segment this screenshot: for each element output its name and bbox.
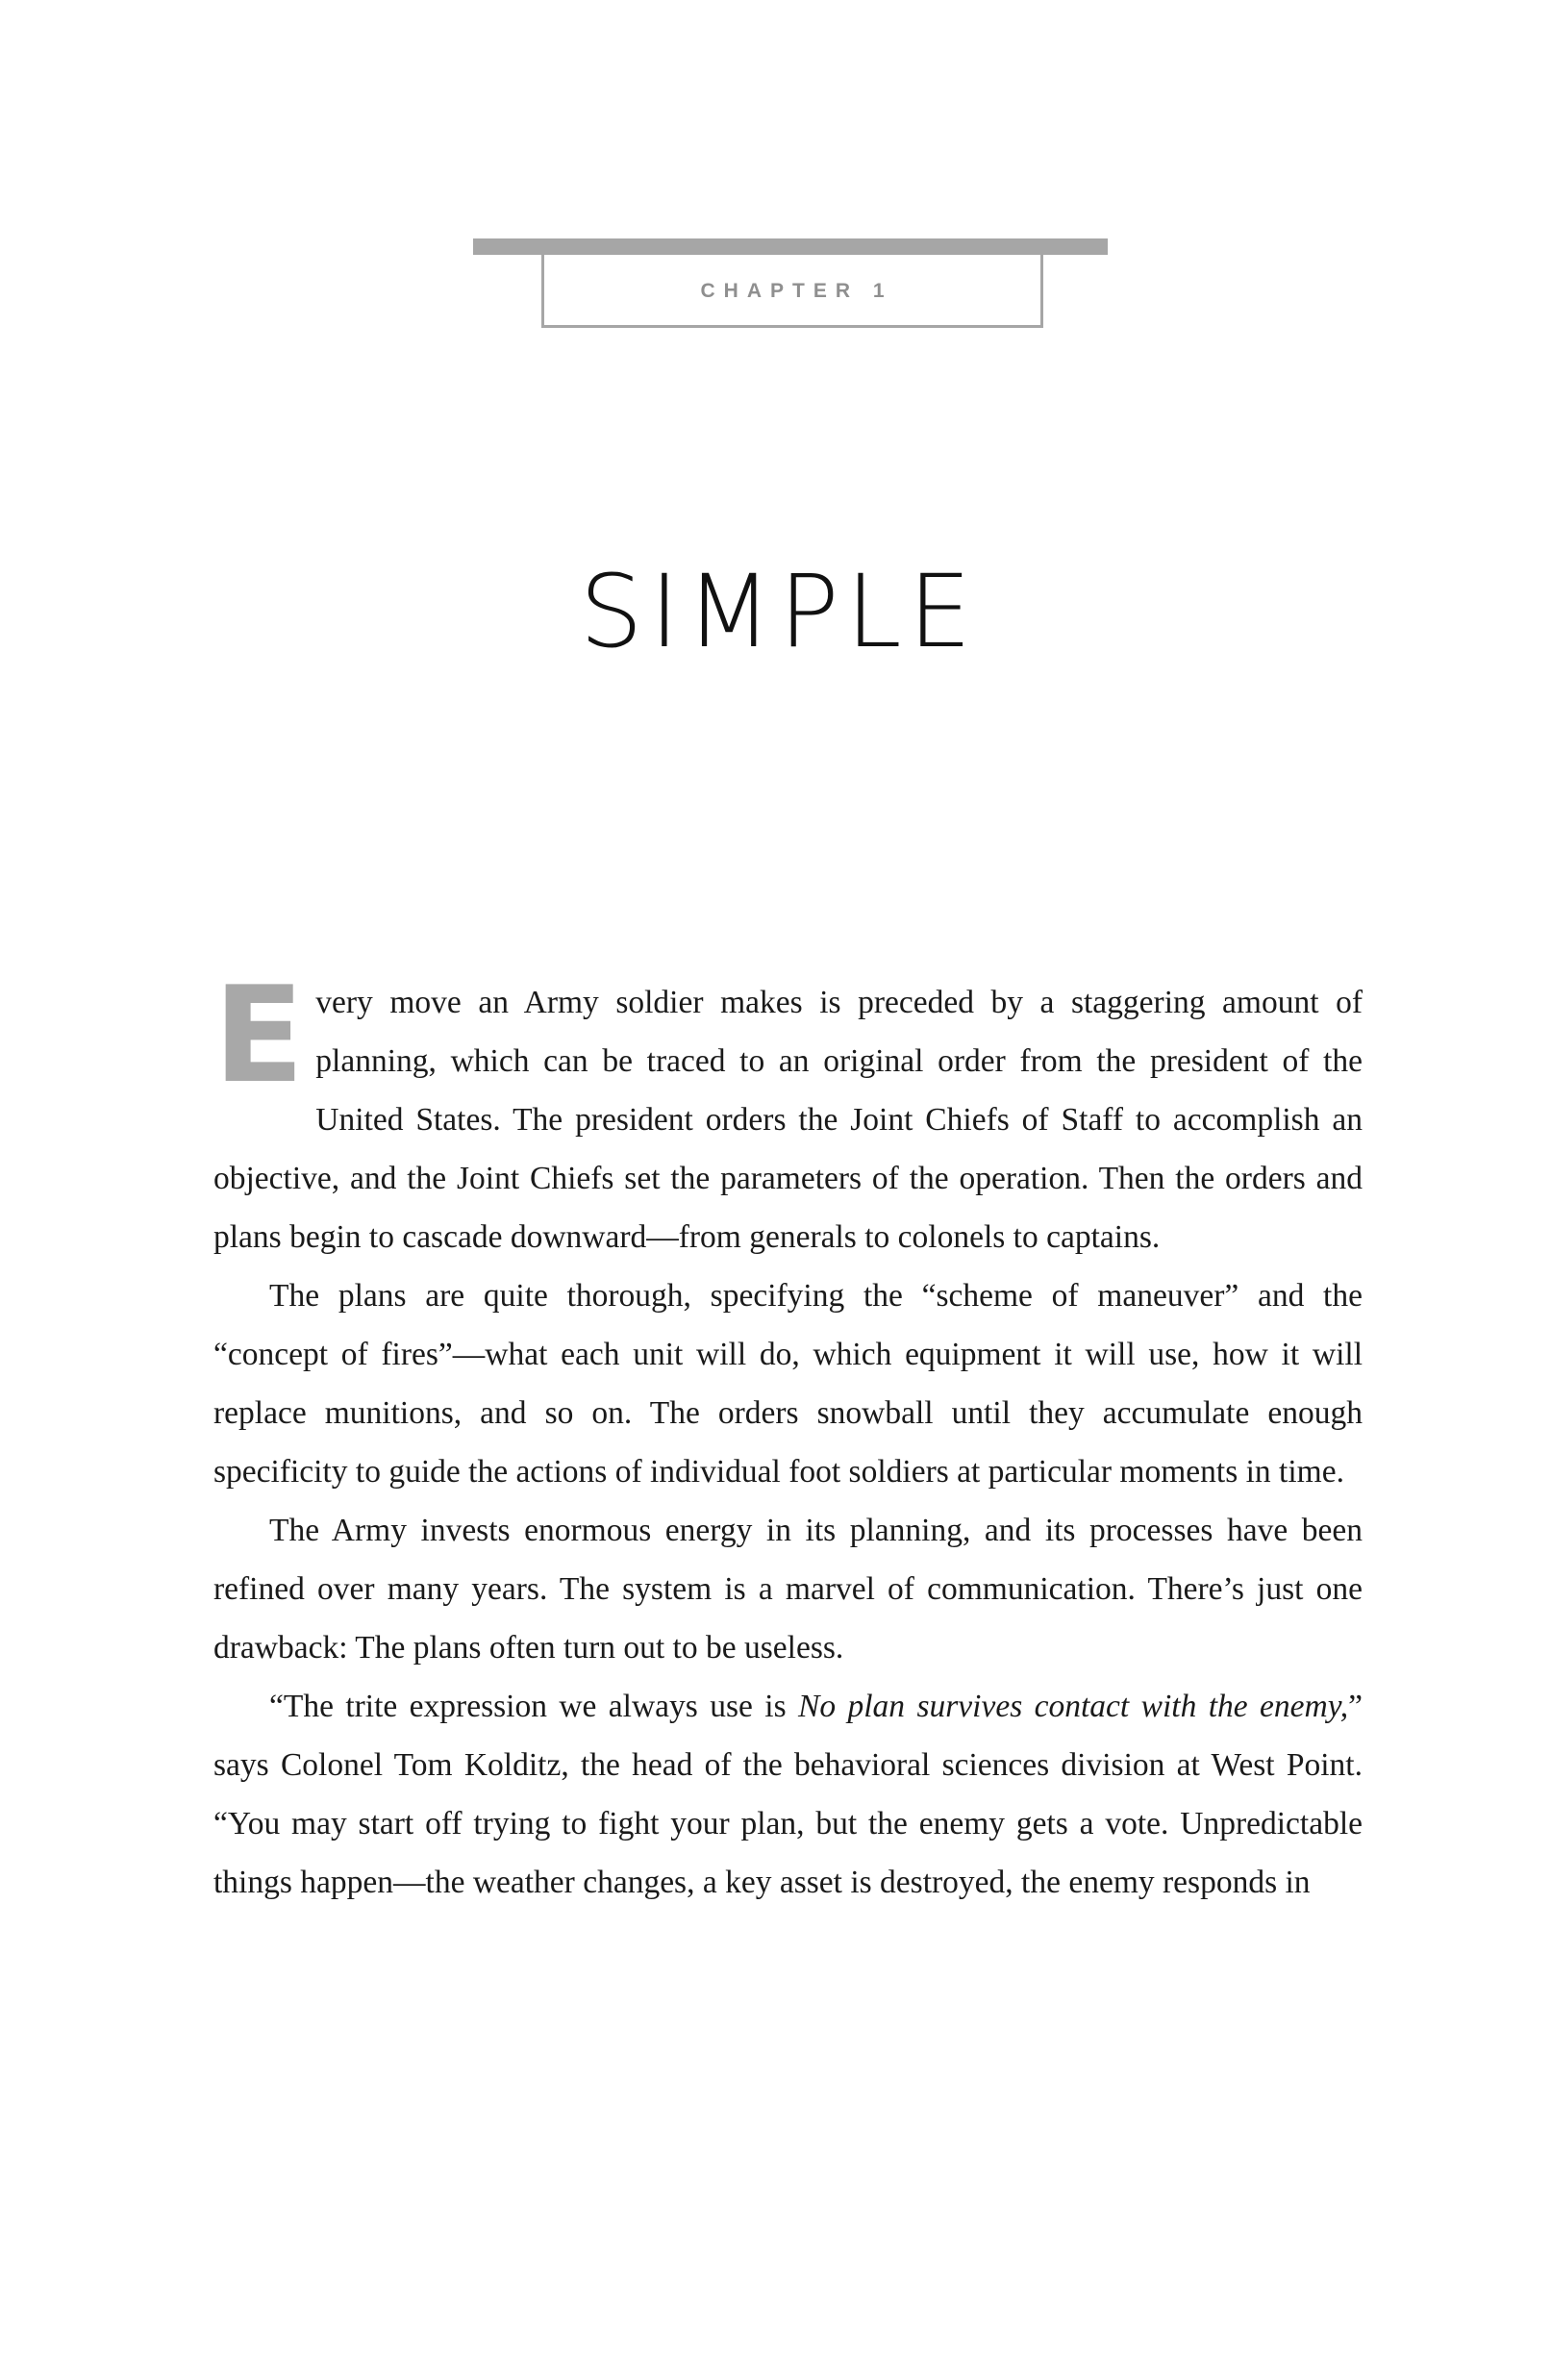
ornament-top-bar bbox=[473, 238, 1108, 255]
paragraph-2: The plans are quite thorough, specifying the “scheme of maneuver” and the “concept of fires”—what each unit will do, which equipment it will use, how it will replace munitions, and so on. The orders snowball until they accumulate enough specificity to guide the actions of individual foot soldiers at particular moments in time. bbox=[213, 1278, 1363, 1490]
chapter-header-ornament bbox=[473, 238, 1108, 344]
quote-italic: No plan survives contact with the enemy, bbox=[798, 1689, 1349, 1724]
paragraph-3: The Army invests enormous energy in its planning, and its processes have been refined over many years. The system is a marvel of communication. There’s just one drawback: The plans often turn out to be useless. bbox=[213, 1513, 1363, 1666]
drop-cap: E bbox=[213, 958, 305, 1113]
paragraph-1-text: very move an Army soldier makes is preceded by a staggering amount of planning, which can be traced to an original order from the president of the United States. The president orders the Joint Chiefs of Staff to accomplish an objective, and the Joint Chiefs set the parameters of the operation. Then the orders and plans begin to cascade downward—from generals to colonels to captains. bbox=[213, 985, 1363, 1255]
chapter-label: CHAPTER 1 bbox=[700, 280, 893, 302]
body-text bbox=[213, 958, 1363, 1912]
paragraph-4 bbox=[213, 1677, 1363, 1912]
paragraph-1 bbox=[213, 958, 1363, 1266]
quote-lead: “The trite expression we always use is bbox=[269, 1689, 799, 1724]
page-title: SIMPLE bbox=[579, 552, 979, 670]
quote-rest: ” says Colonel Tom Kolditz, the head of the behavioral sciences division at West Point. “You may start off trying to fight your plan, but the enemy gets a vote. Unpredictable things happen—the weather changes, a key asset is destroyed, the enemy responds in bbox=[213, 1689, 1363, 1900]
